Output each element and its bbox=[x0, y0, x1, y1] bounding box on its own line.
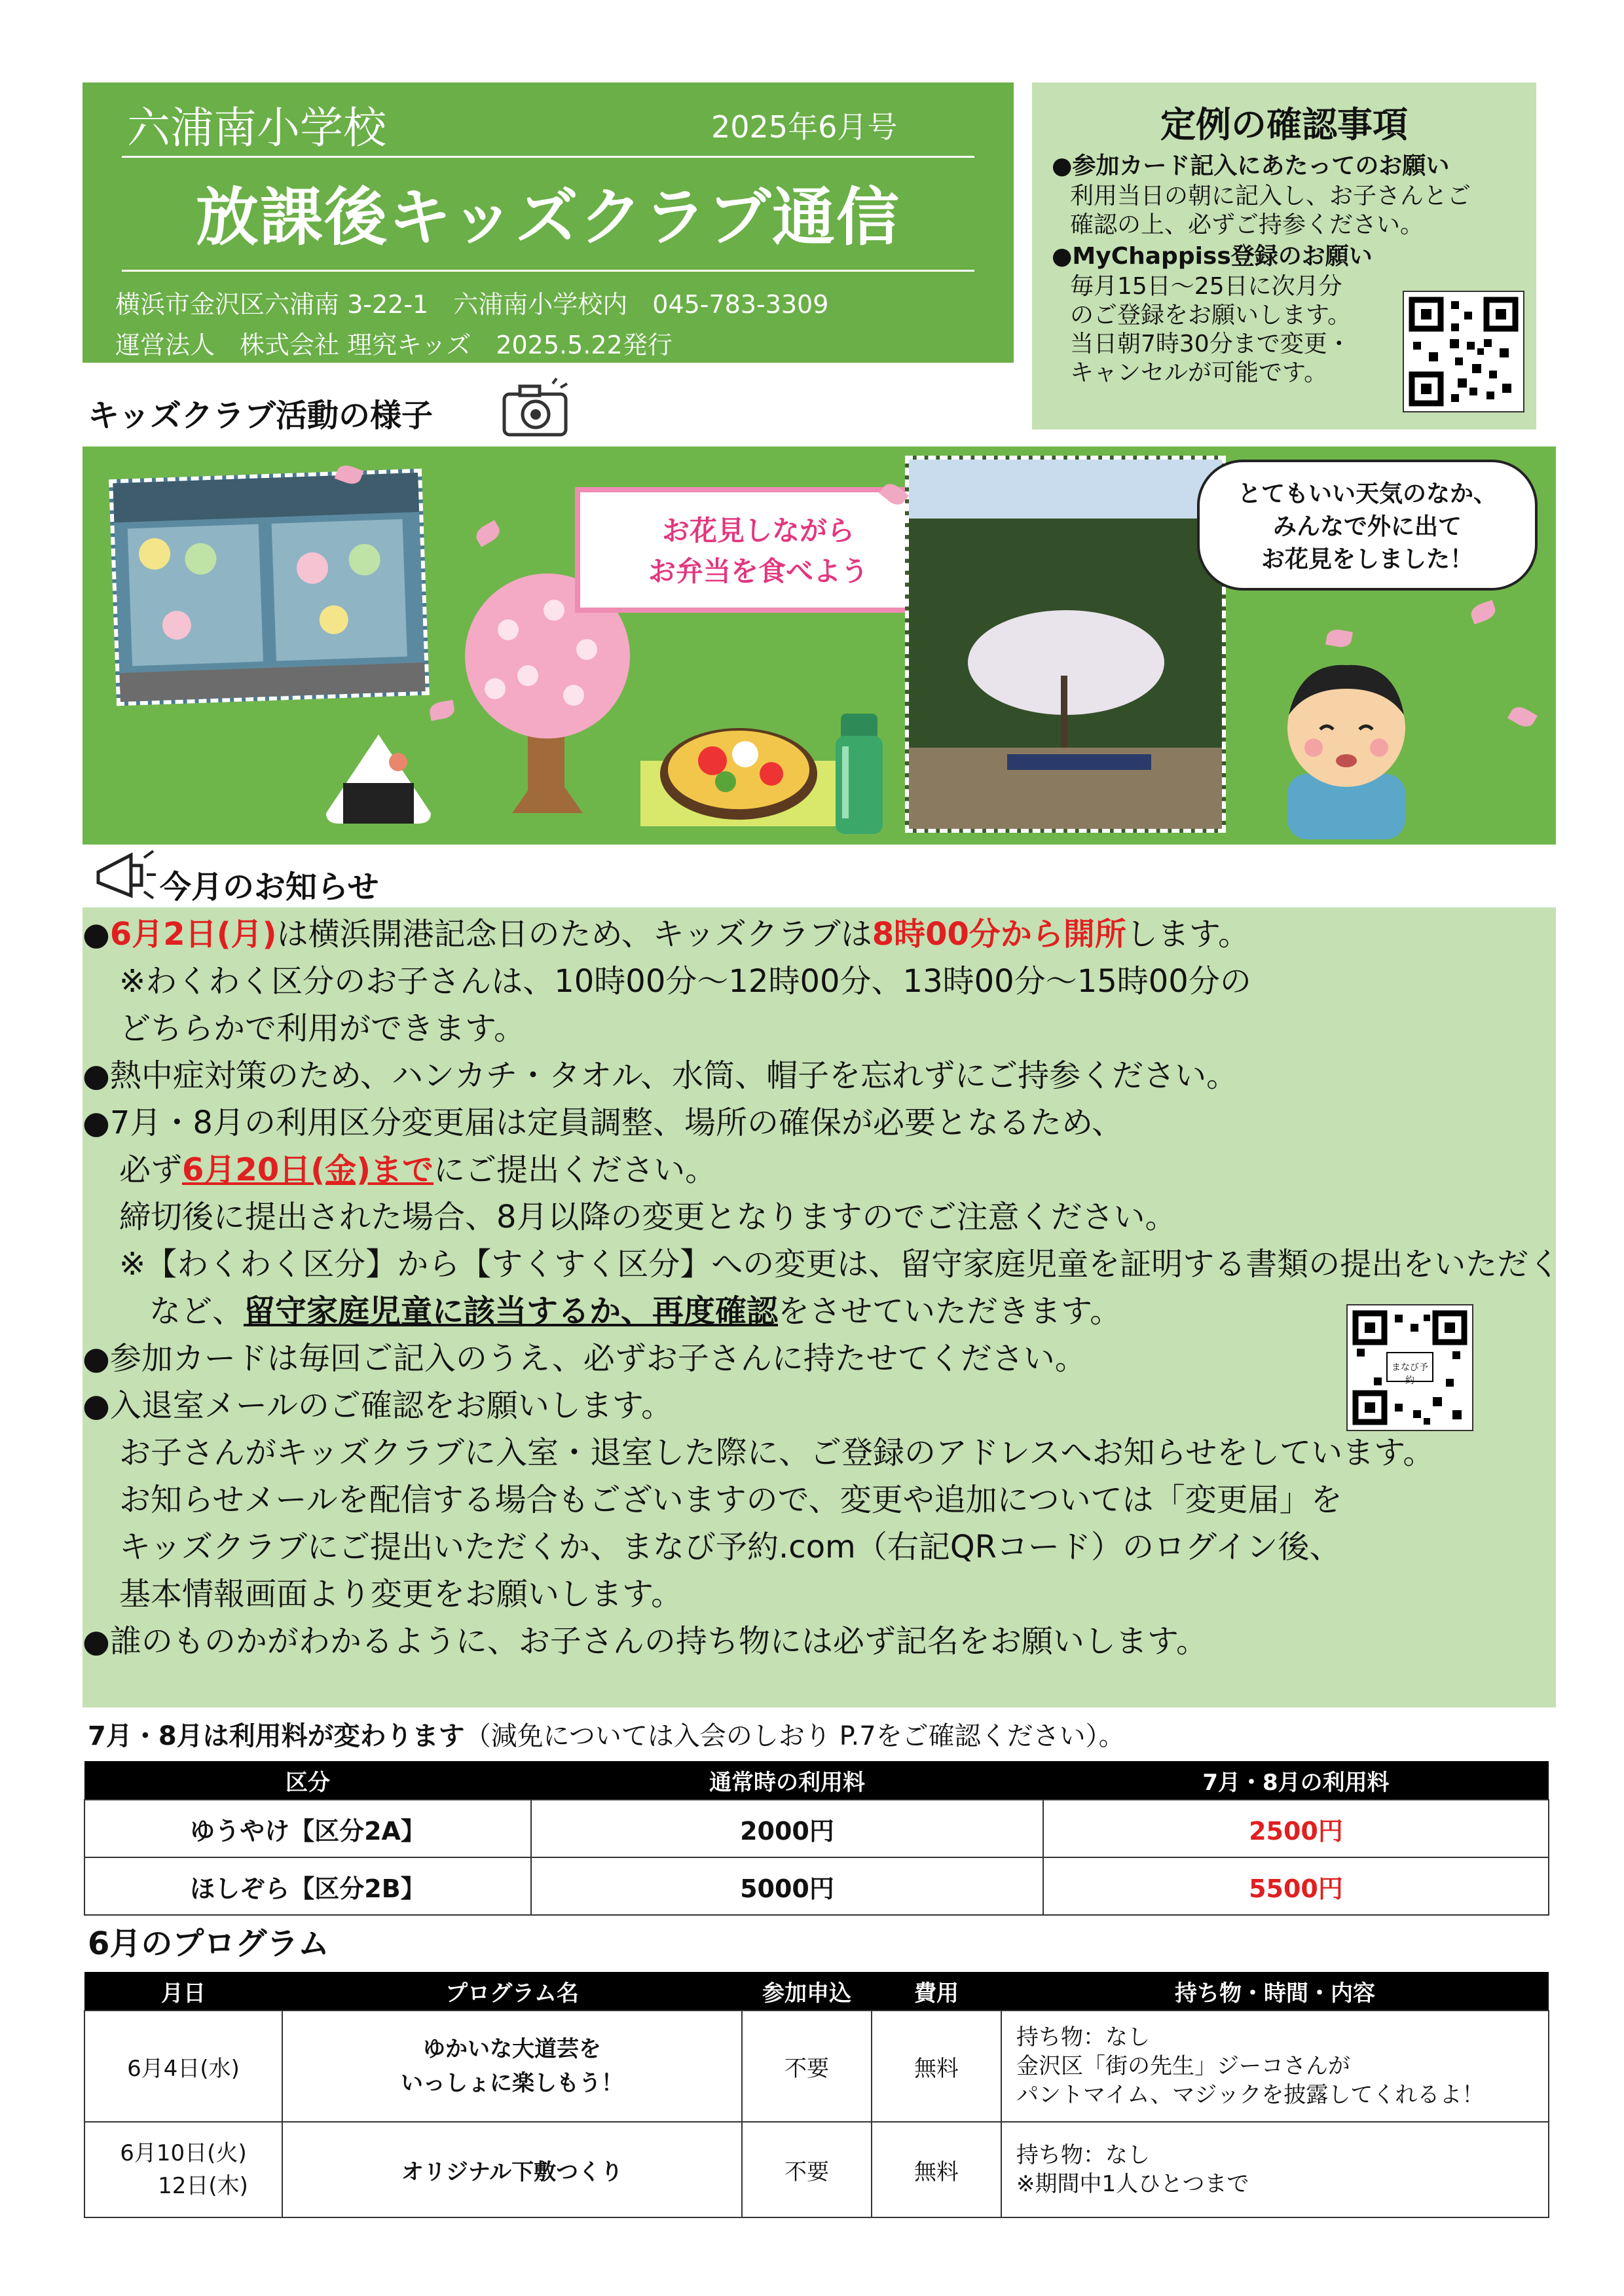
detail-line: 持ち物：なし bbox=[1016, 2142, 1150, 2168]
column-header: 区分 bbox=[84, 1761, 531, 1800]
caption-line: お花見しながら bbox=[661, 515, 855, 547]
notice-line bbox=[83, 909, 1249, 954]
regular-item-title: ●参加カード記入にあたってのお願い bbox=[1052, 153, 1450, 179]
table-header-row bbox=[84, 1761, 1549, 1800]
mychappiss-qr-code[interactable] bbox=[1403, 291, 1524, 412]
table-row bbox=[84, 2011, 1549, 2122]
notice-line: お子さんがキッズクラブに入室・退室した際に、ご登録のアドレスへお知らせをしています。 bbox=[119, 1434, 1435, 1471]
notice-text: をさせていただきます。 bbox=[778, 1293, 1122, 1330]
onigiri-illustration bbox=[320, 728, 437, 829]
activity-title: キッズクラブ活動の様子 bbox=[88, 397, 434, 434]
notice-emphasis: 留守家庭児童に該当するか、再度確認 bbox=[244, 1293, 779, 1330]
date-line: 6月10日(火) bbox=[120, 2140, 247, 2166]
regular-check-panel bbox=[1032, 82, 1536, 429]
notice-line: ※わくわく区分のお子さんは、10時00分～12時00分、13時00分～15時00分の bbox=[119, 963, 1251, 1000]
column-header: プログラム名 bbox=[282, 1972, 742, 2011]
cherry-blossom-photo bbox=[905, 456, 1226, 833]
manabi-yoyaku-qr-code[interactable] bbox=[1346, 1304, 1473, 1431]
speech-bubble bbox=[1197, 460, 1538, 591]
regular-item-text: 確認の上、必ずご持参ください。 bbox=[1070, 211, 1424, 238]
speech-line: とてもいい天気のなか、 bbox=[1237, 481, 1497, 507]
detail-line: パントマイム、マジックを披露してくれるよ！ bbox=[1016, 2082, 1485, 2108]
notice-text: 必ず bbox=[119, 1152, 183, 1188]
notice-line: ●誰のものかがわかるように、お子さんの持ち物には必ず記名をお願いします。 bbox=[83, 1623, 1208, 1660]
column-header: 持ち物・時間・内容 bbox=[1001, 1972, 1549, 2011]
column-header: 7月・8月の利用料 bbox=[1043, 1761, 1549, 1800]
notice-text: します。 bbox=[1126, 916, 1250, 953]
summer-fee-cell: 2500円 bbox=[1043, 1800, 1549, 1857]
petal-decoration bbox=[1469, 600, 1498, 624]
table-row bbox=[84, 1800, 1549, 1857]
cost-cell: 無料 bbox=[872, 2122, 1001, 2217]
notice-line: 締切後に提出された場合、8月以降の変更となりますのでご注意ください。 bbox=[119, 1199, 1177, 1235]
notice-line: ●熱中症対策のため、ハンカチ・タオル、水筒、帽子を忘れずにご持参ください。 bbox=[83, 1057, 1238, 1094]
boy-eating-illustration bbox=[1248, 643, 1445, 842]
regular-item-text: キャンセルが可能です。 bbox=[1070, 359, 1328, 386]
notice-text: は横浜開港記念日のため、キッズクラブは bbox=[276, 916, 872, 953]
regular-item-text: 毎月15日～25日に次月分 bbox=[1070, 273, 1342, 300]
regular-fee-cell: 2000円 bbox=[531, 1800, 1043, 1857]
notice-highlight: 6月2日(月) bbox=[109, 916, 277, 953]
notice-text: など、 bbox=[149, 1293, 244, 1330]
newsletter-title: 放課後キッズクラブ通信 bbox=[195, 181, 901, 254]
summer-fee-cell: 5500円 bbox=[1043, 1857, 1549, 1915]
activity-banner bbox=[83, 446, 1556, 845]
bullet: ● bbox=[83, 916, 110, 953]
table-row bbox=[84, 1857, 1549, 1915]
notice-line bbox=[149, 1286, 1121, 1331]
qr-label: まなび予約 bbox=[1392, 1362, 1428, 1386]
detail-line: 持ち物：なし bbox=[1016, 2024, 1150, 2050]
notices-title: 今月のお知らせ bbox=[160, 869, 379, 905]
regular-item-text: のご登録をお願いします。 bbox=[1070, 302, 1352, 329]
detail-line: 金沢区「街の先生」ジーコさんが bbox=[1016, 2053, 1350, 2079]
date-cell bbox=[84, 2122, 282, 2217]
bento-caption bbox=[575, 487, 942, 613]
operator: 運営法人 株式会社 理究キッズ 2025.5.22発行 bbox=[115, 331, 673, 359]
megaphone-icon bbox=[92, 846, 157, 907]
notice-text: にご提出ください。 bbox=[434, 1152, 717, 1188]
notice-line: ●7月・8月の利用区分変更届は定員調整、場所の確保が必要となるため、 bbox=[83, 1104, 1124, 1141]
camera-icon bbox=[500, 377, 571, 443]
caption-line: お弁当を食べよう bbox=[648, 555, 868, 587]
speech-line: お花見をしました！ bbox=[1261, 546, 1473, 573]
regular-item-text: 当日朝7時30分まで変更・ bbox=[1070, 331, 1351, 357]
notice-highlight: 8時00分から開所 bbox=[872, 916, 1126, 953]
fee-note bbox=[88, 1715, 1125, 1753]
category-cell: ほしぞら【区分2B】 bbox=[84, 1857, 531, 1915]
speech-line: みんなで外に出て bbox=[1272, 513, 1462, 540]
regular-item-text: 利用当日の朝に記入し、お子さんとご bbox=[1070, 183, 1471, 210]
column-header: 参加申込 bbox=[742, 1972, 872, 2011]
water-bottle-illustration bbox=[826, 707, 892, 841]
date-line: 12日(木) bbox=[158, 2173, 248, 2199]
detail-cell bbox=[1001, 2122, 1549, 2217]
table-header-row bbox=[84, 1972, 1549, 2011]
notice-line: ●参加カードは毎回ご記入のうえ、必ずお子さんに持たせてください。 bbox=[83, 1340, 1086, 1377]
notice-line: キッズクラブにご提出いただくか、まなび予約.com（右記QRコード）のログイン後、 bbox=[119, 1529, 1341, 1565]
program-name-line: ゆかいな大道芸を bbox=[423, 2036, 601, 2062]
petal-decoration bbox=[473, 520, 503, 547]
header-divider bbox=[122, 156, 974, 158]
regular-item-title: ●MyChappiss登録のお願い bbox=[1052, 243, 1373, 270]
notice-line: 基本情報画面より変更をお願いします。 bbox=[119, 1576, 683, 1613]
table-row bbox=[84, 2122, 1549, 2217]
program-name-cell: オリジナル下敷つくり bbox=[282, 2122, 742, 2217]
address: 横浜市金沢区六浦南 3-22-1 六浦南小学校内 045-783-3309 bbox=[115, 290, 829, 319]
issue-date: 2025年6月号 bbox=[711, 109, 898, 145]
deadline-highlight: 6月20日(金)まで bbox=[182, 1152, 434, 1188]
date-cell: 6月4日(水) bbox=[84, 2011, 282, 2122]
regular-heading: 定例の確認事項 bbox=[1160, 104, 1408, 145]
school-name: 六浦南小学校 bbox=[127, 103, 386, 153]
notices-panel bbox=[83, 907, 1560, 1707]
apply-cell: 不要 bbox=[742, 2122, 872, 2217]
notice-line: ※【わくわく区分】から【すくすく区分】への変更は、留守家庭児童を証明する書類の提出をいただく bbox=[119, 1246, 1560, 1283]
program-name-line: いっしょに楽しもう！ bbox=[401, 2070, 623, 2096]
apply-cell: 不要 bbox=[742, 2011, 872, 2122]
detail-cell bbox=[1001, 2011, 1549, 2122]
notice-line: ●入退室メールのご確認をお願いします。 bbox=[83, 1387, 673, 1424]
notice-line: お知らせメールを配信する場合もございますので、変更や追加については「変更届」を bbox=[119, 1482, 1342, 1518]
column-header: 月日 bbox=[84, 1972, 282, 2011]
cost-cell: 無料 bbox=[872, 2011, 1001, 2122]
fee-note-text: （減免については入会のしおり P.7をご確認ください）。 bbox=[464, 1721, 1125, 1751]
regular-fee-cell: 5000円 bbox=[531, 1857, 1043, 1915]
fee-table bbox=[84, 1761, 1549, 1916]
notice-line: どちらかで利用ができます。 bbox=[119, 1010, 526, 1047]
category-cell: ゆうやけ【区分2A】 bbox=[84, 1800, 531, 1857]
program-name-cell bbox=[282, 2011, 742, 2122]
program-table bbox=[84, 1972, 1549, 2218]
fee-note-bold: 7月・8月は利用料が変わります bbox=[88, 1721, 465, 1751]
column-header: 費用 bbox=[872, 1972, 1001, 2011]
header-divider bbox=[122, 270, 974, 272]
classroom-window-photo bbox=[109, 469, 430, 706]
petal-decoration bbox=[1507, 703, 1538, 731]
newsletter-header bbox=[83, 82, 1014, 363]
column-header: 通常時の利用料 bbox=[531, 1761, 1043, 1800]
notice-line bbox=[119, 1144, 716, 1190]
program-title: 6月のプログラム bbox=[88, 1925, 329, 1962]
detail-line: ※期間中1人ひとつまで bbox=[1016, 2171, 1249, 2197]
